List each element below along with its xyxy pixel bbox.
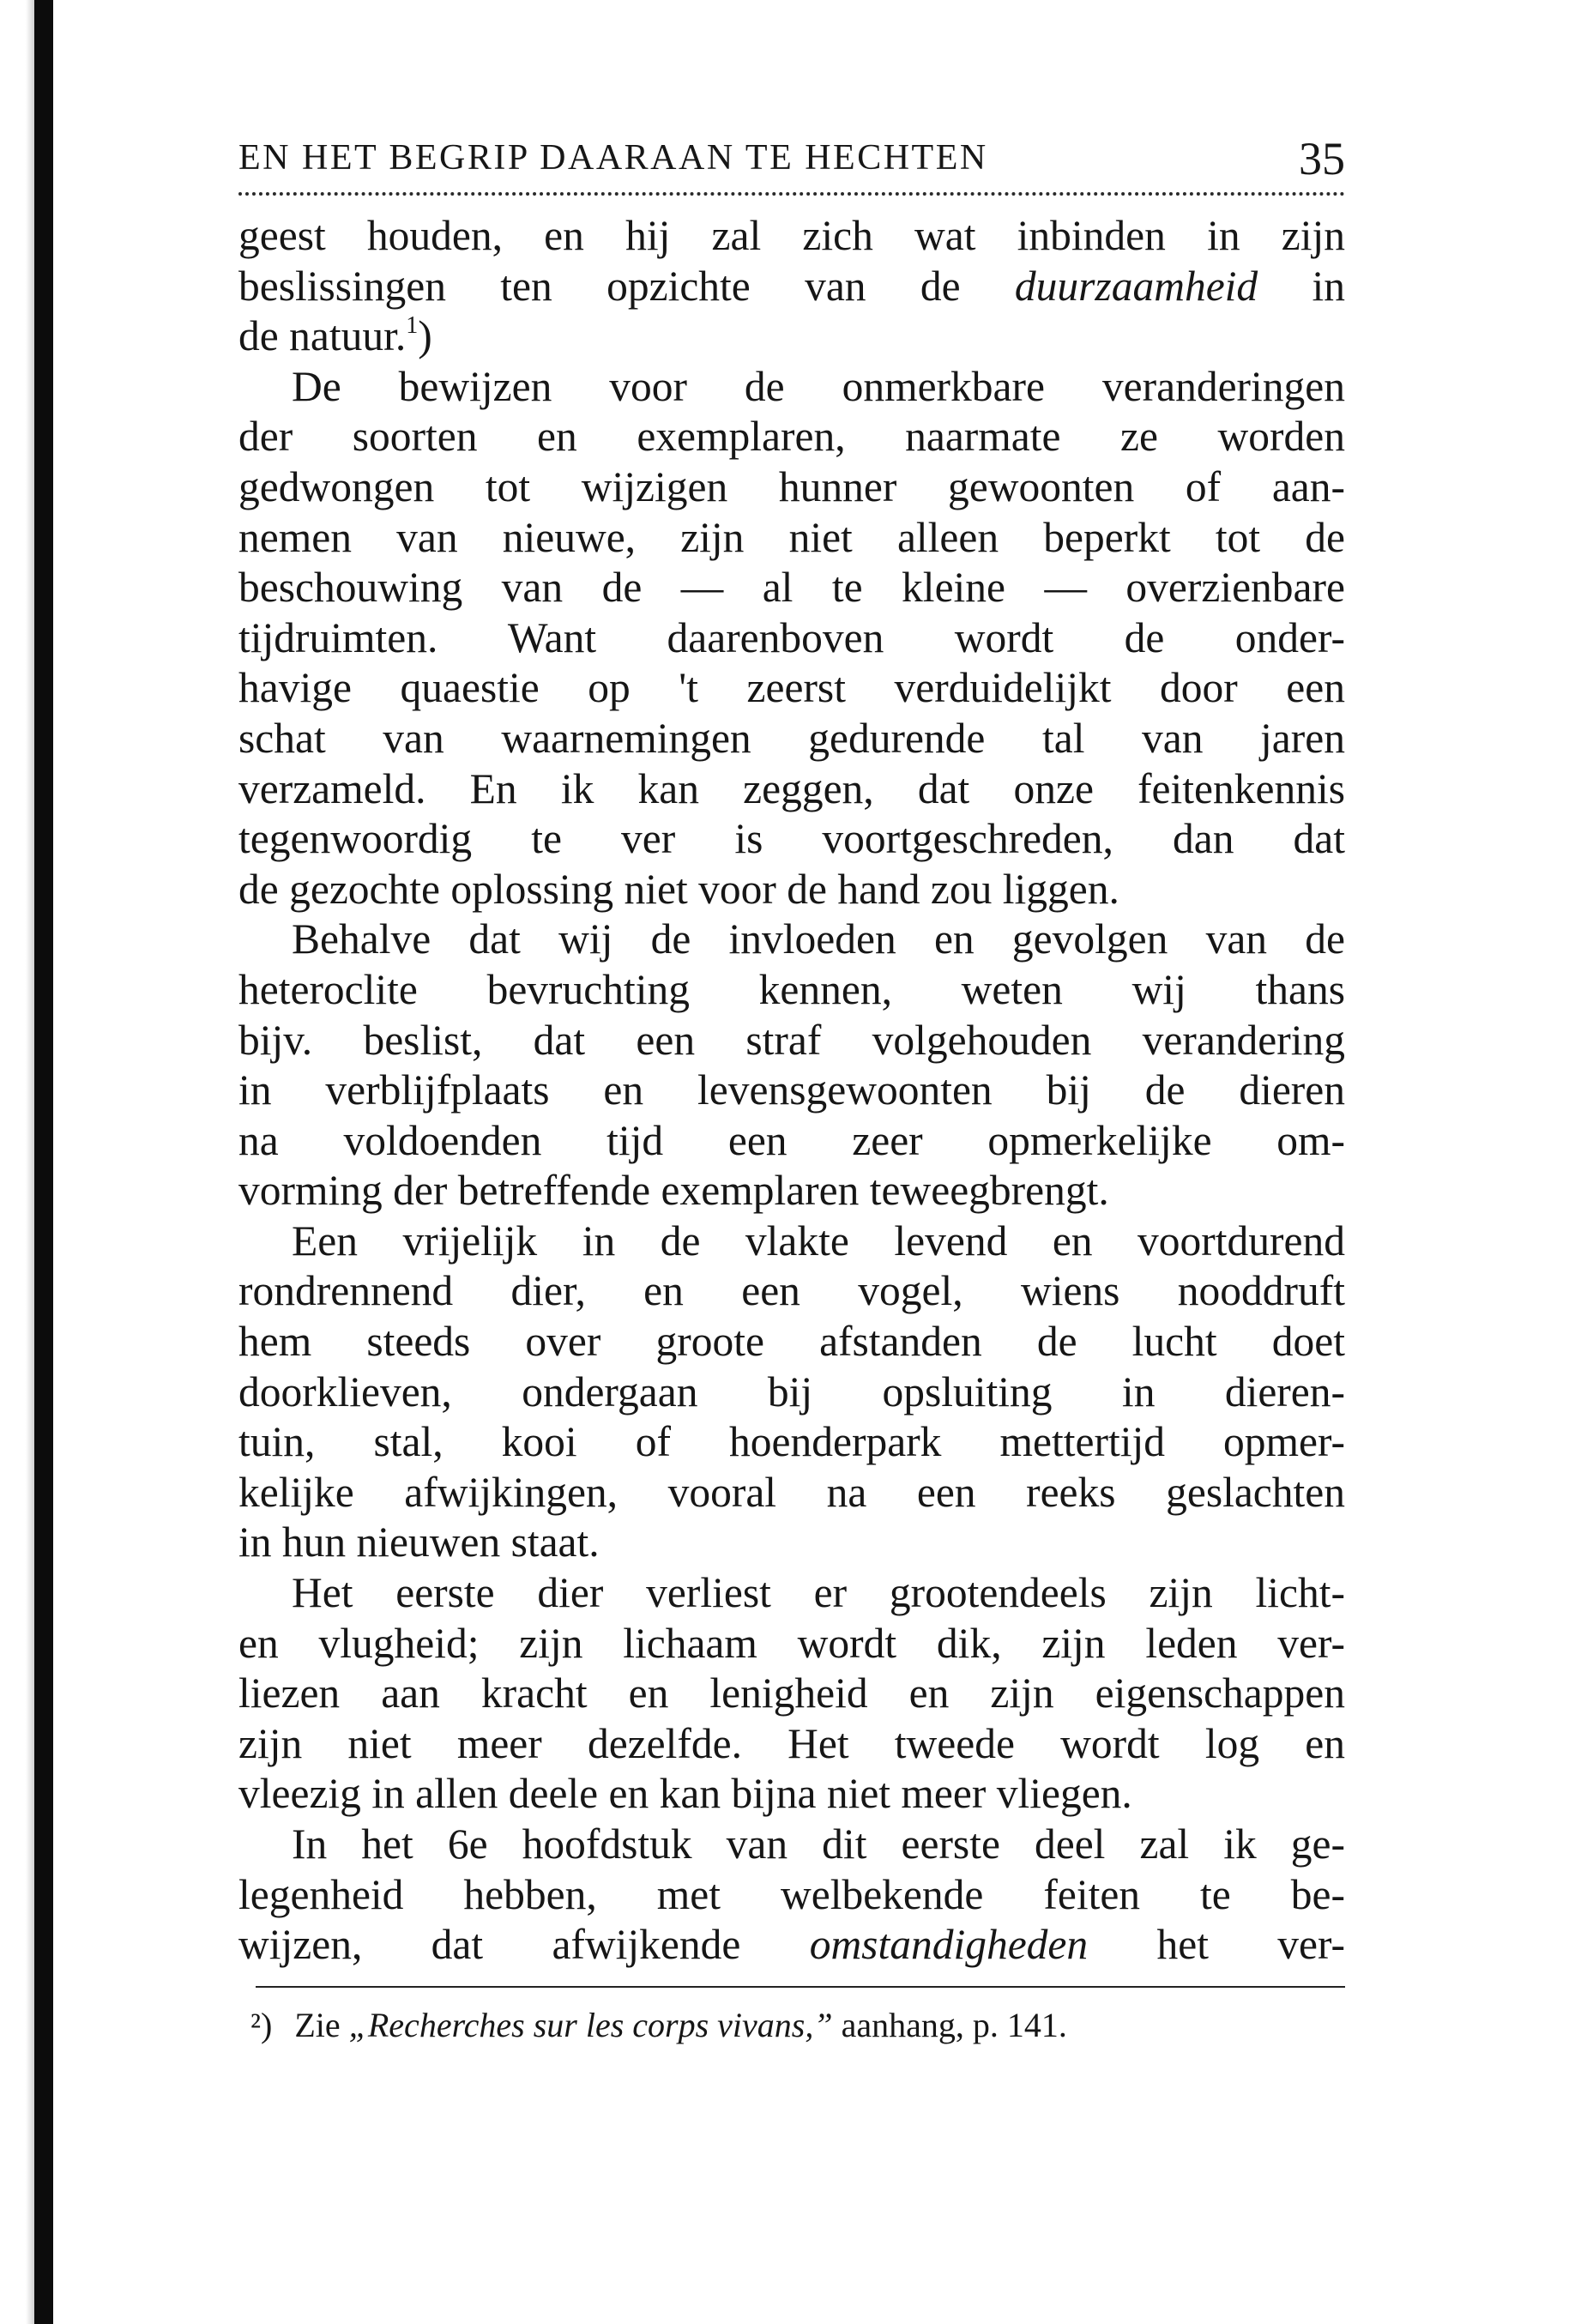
text-segment: de natuur. <box>238 312 407 360</box>
text-line <box>238 1920 1345 1971</box>
text-line: schat van waarnemingen gedurende tal van jaren <box>238 714 1345 762</box>
running-title: EN HET BEGRIP DAARAAN TE HECHTEN <box>238 138 988 178</box>
paragraph-start-line: De bewijzen voor de onmerkbare veranderingen <box>292 362 1345 410</box>
text-line: doorklieven, ondergaan bij opsluiting in dieren- <box>238 1367 1345 1416</box>
text-line: de gezochte oplossing niet voor de hand zou liggen. <box>238 865 1119 913</box>
text-segment: ) <box>418 312 432 360</box>
text-line: legenheid hebben, met welbekende feiten te be- <box>238 1870 1345 1918</box>
text-segment: het ver- <box>1088 1921 1345 1969</box>
paragraph-start-line: In het 6e hoofdstuk van dit eerste deel zal ik ge- <box>292 1820 1345 1868</box>
text-line: geest houden, en hij zal zich wat inbinden in zijn <box>238 212 1345 259</box>
paragraph-start-line: Behalve dat wij de invloeden en gevolgen van de <box>292 915 1345 963</box>
emphasis-text: omstandigheden <box>809 1921 1089 1969</box>
text-line: vleezig in allen deele en kan bijna niet meer vliegen. <box>238 1770 1132 1818</box>
text-segment: in <box>1258 262 1345 310</box>
text-line: der soorten en exemplaren, naarmate ze worden <box>238 413 1345 461</box>
text-line: tijdruimten. Want daarenboven wordt de onder- <box>238 613 1345 661</box>
page-number: 35 <box>1299 133 1345 184</box>
text-line: nemen van nieuwe, zijn niet alleen beperkt tot de <box>238 513 1345 561</box>
text-line: en vlugheid; zijn lichaam wordt dik, zijn leden ver- <box>238 1619 1345 1667</box>
text-line: zijn niet meer dezelfde. Het tweede wordt log en <box>238 1719 1345 1767</box>
text-line: hem steeds over groote afstanden de lucht doet <box>238 1318 1345 1366</box>
text-line: gedwongen tot wijzigen hunner gewoonten of aan- <box>238 462 1345 510</box>
text-line: beschouwing van de — al te kleine — overzienbare <box>238 564 1345 612</box>
text-line: bijv. beslist, dat een straf volgehouden verandering <box>238 1016 1345 1064</box>
text-segment: beslissingen ten opzichte van de <box>238 262 1015 310</box>
footnote-marker: ²) <box>250 2005 273 2044</box>
text-line: havige quaestie op 't zeerst verduidelijkt door een <box>238 664 1345 712</box>
page-header <box>238 129 1345 196</box>
text-line: rondrennend dier, en een vogel, wiens nooddruft <box>238 1267 1345 1315</box>
text-line <box>238 262 1345 312</box>
text-line: in hun nieuwen staat. <box>238 1518 600 1566</box>
text-line: heteroclite bevruchting kennen, weten wij thans <box>238 965 1345 1013</box>
text-line: verzameld. En ik kan zeggen, dat onze feitenkennis <box>238 764 1345 812</box>
text-line: kelijke afwijkingen, vooral na een reeks geslachten <box>238 1468 1345 1516</box>
text-line <box>238 311 1345 362</box>
footnote-text: Zie <box>294 2005 349 2044</box>
paragraph-start-line: Een vrijelijk in de vlakte levend en voortdurend <box>292 1216 1345 1265</box>
text-line: vorming der betreffende exemplaren teweegbrengt. <box>238 1167 1109 1215</box>
page-binding-edge <box>34 0 53 2324</box>
footnote-cited-title: „Recherches sur les corps vivans,” <box>348 2005 833 2044</box>
body-text <box>238 211 1345 1971</box>
book-page <box>238 129 1345 2045</box>
text-line: tegenwoordig te ver is voortgeschreden, dan dat <box>238 815 1345 863</box>
text-line: tuin, stal, kooi of hoenderpark mettertijd opmer- <box>238 1418 1345 1466</box>
paragraph-start-line: Het eerste dier verliest er grootendeels zijn licht- <box>292 1569 1345 1617</box>
text-line: liezen aan kracht en lenigheid en zijn eigenschappen <box>238 1669 1345 1717</box>
footnote-divider <box>256 1986 1345 1988</box>
footnote-reference[interactable]: 1 <box>406 312 419 340</box>
text-line: in verblijfplaats en levensgewoonten bij de dieren <box>238 1066 1345 1114</box>
footnote-text: aanhang, p. 141. <box>832 2005 1067 2044</box>
text-line: na voldoenden tijd een zeer opmerkelijke om- <box>238 1116 1345 1164</box>
emphasis-text: duurzaamheid <box>1014 262 1258 310</box>
text-segment: wijzen, dat afwijkende <box>238 1921 810 1969</box>
footnote <box>238 2005 1345 2045</box>
